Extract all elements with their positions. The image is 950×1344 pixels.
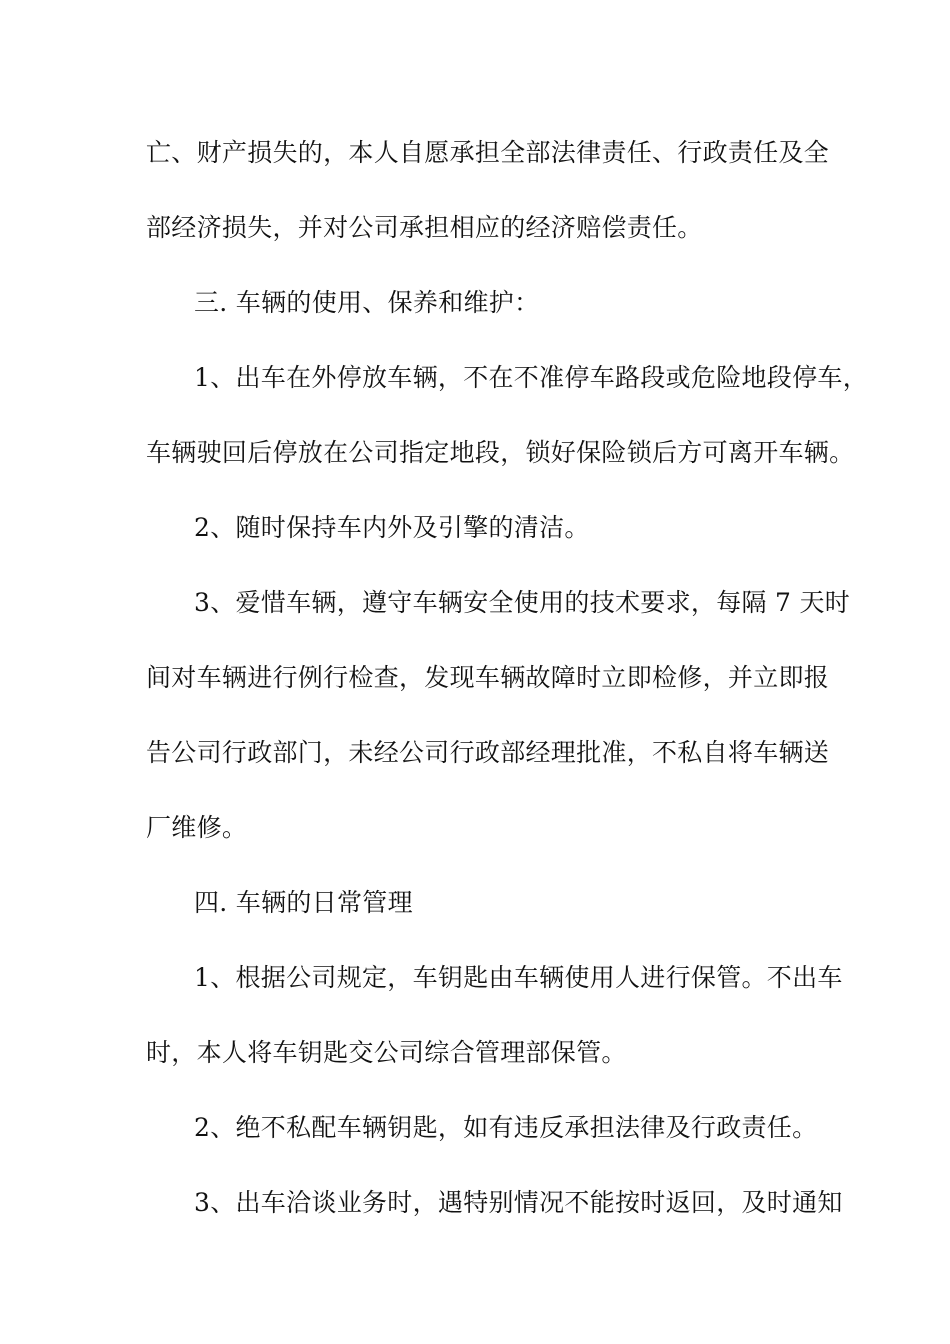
text-line: 亡、财产损失的，本人自愿承担全部法律责任、行政责任及全 bbox=[146, 138, 830, 167]
text-line: 部经济损失，并对公司承担相应的经济赔偿责任。 bbox=[146, 213, 703, 242]
text-line: 1、出车在外停放车辆，不在不准停车路段或危险地段停车， bbox=[194, 363, 869, 392]
text-line: 车辆驶回后停放在公司指定地段，锁好保险锁后方可离开车辆。 bbox=[146, 438, 855, 467]
text-line: 2、随时保持车内外及引擎的清洁。 bbox=[194, 513, 590, 542]
text-line: 3、出车洽谈业务时，遇特别情况不能按时返回，及时通知 bbox=[194, 1188, 843, 1217]
text-line: 1、根据公司规定，车钥匙由车辆使用人进行保管。不出车 bbox=[194, 963, 843, 992]
section-heading: 三. 车辆的使用、保养和维护： bbox=[194, 288, 540, 317]
section-heading: 四. 车辆的日常管理 bbox=[194, 888, 413, 917]
text-line: 3、爱惜车辆，遵守车辆安全使用的技术要求，每隔 7 天时 bbox=[194, 588, 851, 617]
text-line: 2、绝不私配车辆钥匙，如有违反承担法律及行政责任。 bbox=[194, 1113, 818, 1142]
text-line: 厂维修。 bbox=[146, 813, 248, 842]
text-line: 间对车辆进行例行检查，发现车辆故障时立即检修，并立即报 bbox=[146, 663, 830, 692]
text-line: 告公司行政部门，未经公司行政部经理批准，不私自将车辆送 bbox=[146, 738, 830, 767]
text-line: 时，本人将车钥匙交公司综合管理部保管。 bbox=[146, 1038, 627, 1067]
